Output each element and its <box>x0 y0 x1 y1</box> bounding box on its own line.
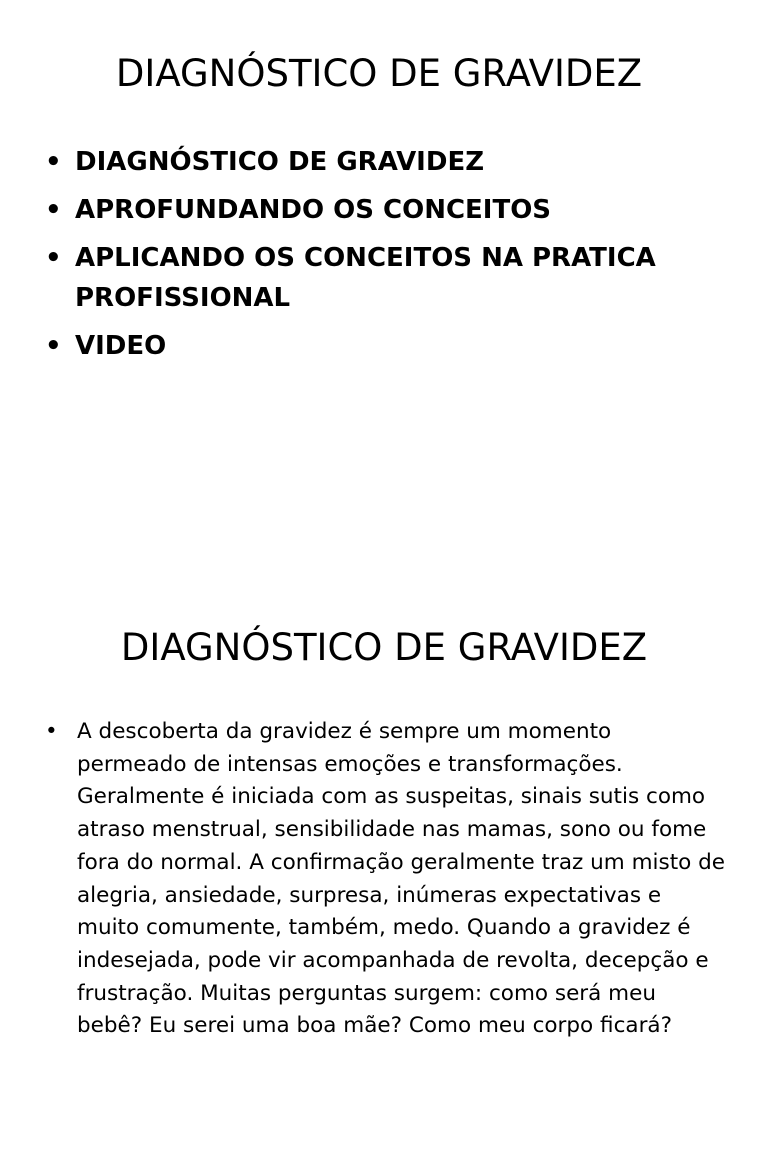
bullet-dot-icon: • <box>45 147 62 177</box>
bullet-item <box>45 716 727 1043</box>
bullet-list <box>45 716 727 1043</box>
slide-title: DIAGNÓSTICO DE GRAVIDEZ <box>115 52 643 95</box>
bullet-text: A descoberta da gravidez é sempre um momento permeado de intensas emoções e transformações. Geralmente é iniciada com as suspeitas, sinais sutis como atraso menstrual, sensibilidade nas mamas, sono ou fome fora do normal. A confirmação geralmente traz um misto de alegria, ansiedade, surpresa, inúmeras expectativas e muito comumente, também, medo. Quando a gravidez é indesejada, pode vir acompanhada de revolta, decepção e frustração. Muitas perguntas surgem: como será meu bebê? Eu serei uma boa mãe? Como meu corpo ficará? <box>77 719 725 1039</box>
bullet-dot-icon: • <box>45 195 62 225</box>
bullet-text: DIAGNÓSTICO DE GRAVIDEZ <box>75 147 485 177</box>
bullet-dot-icon: • <box>45 331 62 361</box>
slide-2 <box>0 576 768 1152</box>
bullet-text: APLICANDO OS CONCEITOS NA PRATICA PROFISSIONAL <box>75 243 656 313</box>
bullet-item <box>45 238 735 318</box>
bullet-text: APROFUNDANDO OS CONCEITOS <box>75 195 552 225</box>
slide-title: DIAGNÓSTICO DE GRAVIDEZ <box>120 626 648 669</box>
bullet-item <box>45 326 735 366</box>
bullet-text: VIDEO <box>75 331 167 361</box>
bullet-list <box>45 142 735 374</box>
bullet-dot-icon: • <box>45 719 58 744</box>
bullet-item <box>45 190 735 230</box>
bullet-item <box>45 142 735 182</box>
bullet-dot-icon: • <box>45 243 62 273</box>
